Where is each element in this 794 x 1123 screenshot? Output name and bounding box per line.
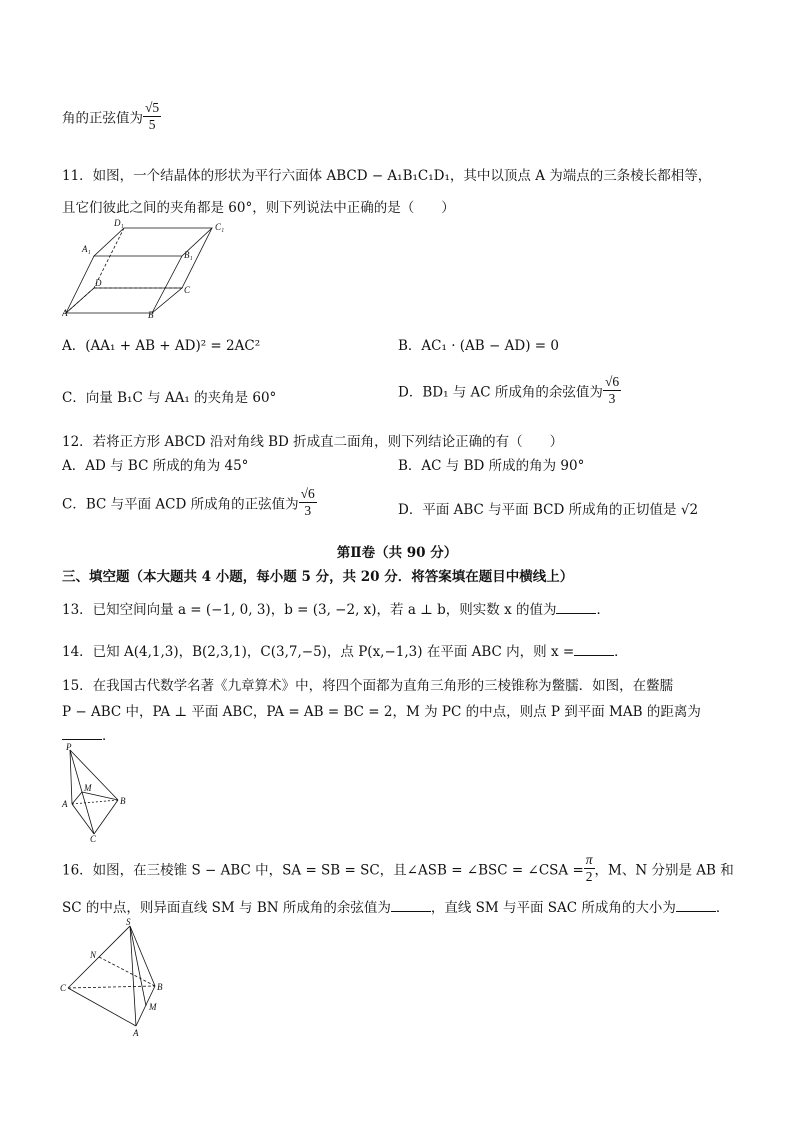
label-M: M: [84, 783, 92, 793]
q12-option-b: B．AC 与 BD 所成的角为 90°: [398, 458, 585, 474]
q14-answer-blank[interactable]: [574, 643, 614, 656]
label-C: C: [184, 285, 191, 295]
label-C: C: [60, 983, 67, 993]
label-D: D: [95, 278, 102, 288]
q11-line2: 且它们彼此之间的夹角都是 60°，则下列说法中正确的是（ ）: [62, 200, 455, 216]
label-B1: B₁: [184, 250, 193, 260]
q16-line2: SC 的中点，则异面直线 SM 与 BN 所成角的余弦值为 ，直线 SM 与平面 SAC 所成角的大小为 ．: [62, 900, 730, 916]
q11-option-d-fraction: $\frac{√6}{3}$: [604, 374, 620, 406]
q15-answer-blank[interactable]: [62, 727, 102, 740]
section-title: 第Ⅱ卷（共 90 分）: [336, 545, 458, 561]
q13-answer-blank[interactable]: [556, 601, 596, 614]
q15-tetrahedron-figure: [60, 742, 140, 842]
q14-line: 14．已知 A(4,1,3)，B(2,3,1)，C(3,7,−5)，点 P(x,−1,3) 在平面 ABC 内，则 x = ．: [62, 644, 628, 660]
top-fraction: $\frac{√5}{5}$: [145, 100, 160, 132]
q16-answer-blank-2[interactable]: [676, 899, 716, 912]
q11-option-c: C．向量 B₁C 与 AA₁ 的夹角是 60°: [62, 390, 277, 406]
q11-parallelepiped-figure: [62, 218, 252, 318]
label-A: A: [133, 1028, 139, 1038]
q13-line: 13．已知空间向量 a = (−1, 0, 3)，b = (3, −2, x)，若 a ⊥ b，则实数 x 的值为 ．: [62, 602, 610, 618]
label-C1: C₁: [215, 222, 225, 232]
q16-fraction: $\frac{\pi}{2}$: [585, 852, 593, 884]
q16-answer-blank-1[interactable]: [391, 899, 431, 912]
q15-line3: ．: [62, 724, 116, 744]
label-B: B: [148, 310, 154, 318]
q11-option-d: D．BD₁ 与 AC 所成角的余弦值为 $\frac{√6}{3}$: [398, 374, 620, 406]
label-A: A: [62, 308, 68, 318]
q12-line1: 12．若将正方形 ABCD 沿对角线 BD 折成直二面角，则下列结论正确的有（ ）: [62, 434, 564, 450]
label-A1: A₁: [82, 244, 91, 254]
label-C: C: [90, 834, 97, 842]
label-B: B: [157, 982, 163, 992]
label-N: N: [90, 950, 97, 960]
label-A: A: [62, 799, 68, 809]
label-D1: D₁: [114, 218, 124, 228]
q12-option-c: C．BC 与平面 ACD 所成角的正弦值为 $\frac{√6}{3}$: [62, 486, 315, 518]
q15-line2: P − ABC 中，PA ⊥ 平面 ABC，PA = AB = BC = 2，M 为 PC 的中点，则点 P 到平面 MAB 的距离为: [62, 704, 701, 720]
top-line: [62, 100, 161, 133]
q12-option-d: D．平面 ABC 与平面 BCD 所成角的正切值是 √2: [398, 502, 699, 518]
label-M: M: [149, 1002, 157, 1012]
q16-line1: 16．如图，在三棱锥 S − ABC 中，SA = SB = SC，且∠ASB = ∠BSC = ∠CSA = $\frac{\pi}{2}$ ，M、N 分别是 AB 和: [62, 852, 734, 884]
q16-tetrahedron-figure: [60, 918, 180, 1038]
q11-option-b: B．AC₁ · (AB − AD) = 0: [398, 338, 559, 354]
top-text: 角的正弦值为: [62, 110, 143, 127]
q12-option-a: A．AD 与 BC 所成的角为 45°: [62, 458, 249, 474]
label-S: S: [126, 918, 131, 927]
section-heading: 三、填空题（本大题共 4 小题，每小题 5 分，共 20 分．将答案填在题目中横线上）: [62, 569, 574, 585]
q15-line1: 15．在我国古代数学名著《九章算术》中，将四个面都为直角三角形的三棱锥称为鳖臑．如图，在鳖臑: [62, 678, 674, 694]
q11-option-a: A．(AA₁ + AB + AD)² = 2AC²: [62, 338, 261, 354]
q12-option-c-fraction: $\frac{√6}{3}$: [300, 486, 315, 518]
q11-line1: 11．如图，一个结晶体的形状为平行六面体 ABCD − A₁B₁C₁D₁，其中以顶点 A 为端点的三条棱长都相等，: [62, 168, 712, 184]
label-B: B: [120, 796, 126, 806]
label-P: P: [66, 742, 72, 752]
